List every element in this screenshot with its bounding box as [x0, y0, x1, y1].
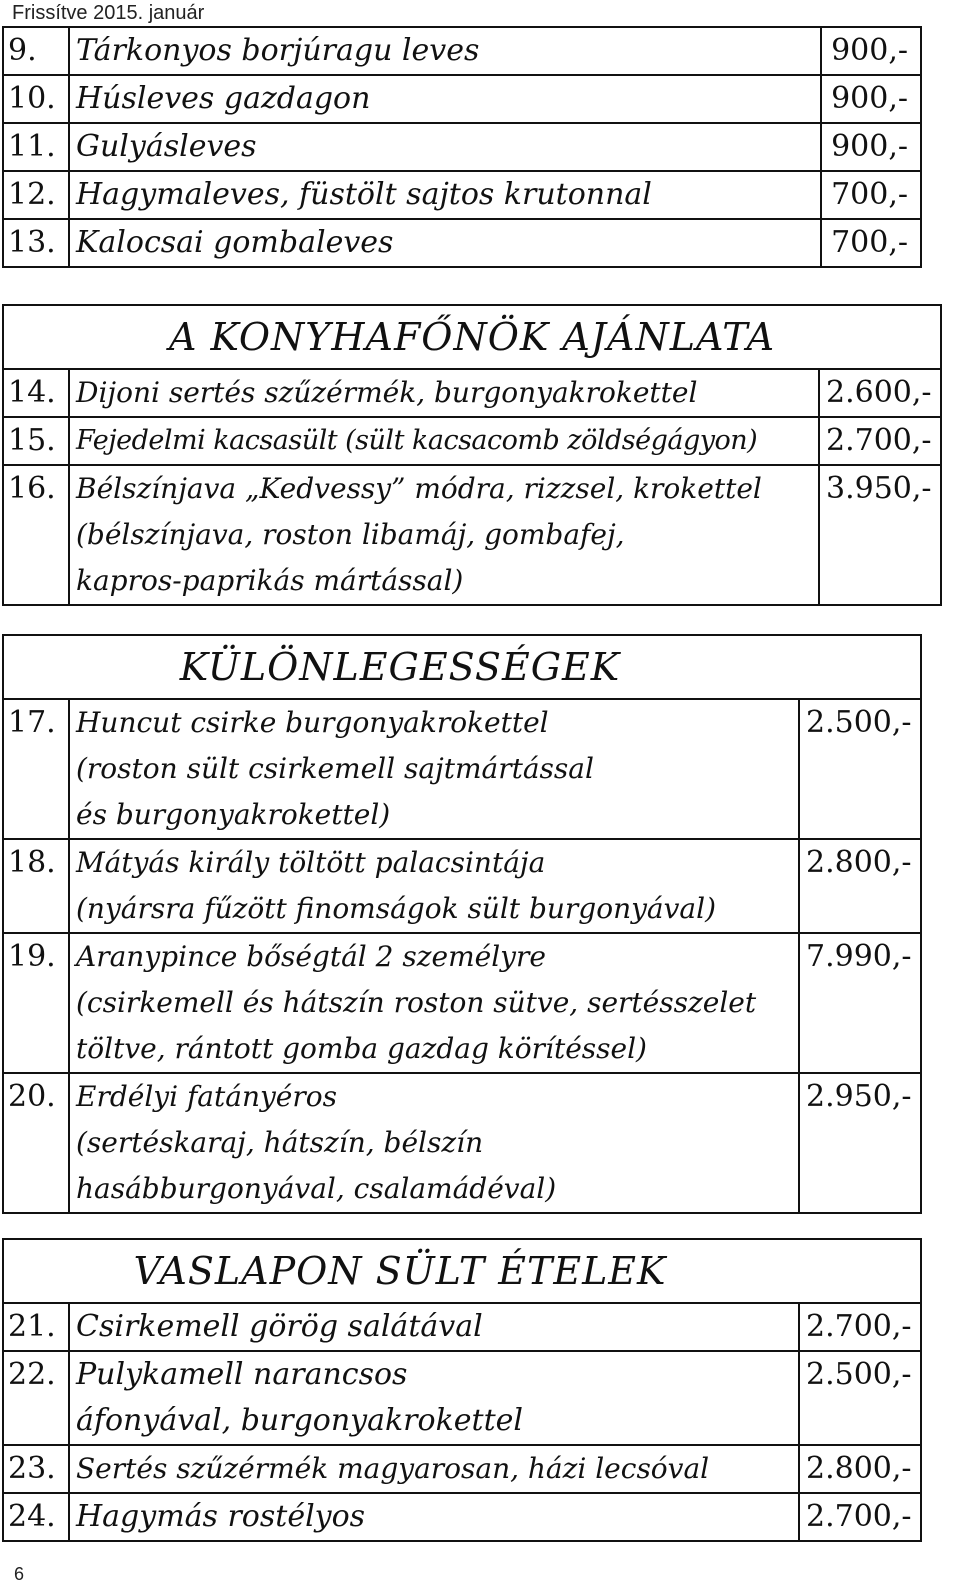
section-title: KÜLÖNLEGESSÉGEK [3, 635, 921, 699]
menu-row [3, 1351, 921, 1445]
item-price: 7.990,- [799, 933, 921, 1073]
griddle-dishes-table [2, 1238, 922, 1542]
section-heading-row [3, 305, 941, 369]
item-number: 19. [3, 933, 69, 1073]
menu-row [3, 369, 941, 417]
updated-note: Frissítve 2015. január [12, 2, 205, 24]
item-number: 21. [3, 1303, 69, 1351]
item-text [69, 1073, 799, 1213]
item-number: 10. [3, 75, 69, 123]
item-price: 2.700,- [799, 1493, 921, 1541]
item-text [69, 933, 799, 1073]
item-number: 11. [3, 123, 69, 171]
item-price: 2.500,- [799, 699, 921, 839]
item-name: Sertés szűzérmék magyarosan, házi lecsóval [69, 1445, 799, 1493]
item-number: 18. [3, 839, 69, 933]
menu-row [3, 27, 921, 75]
menu-row [3, 123, 921, 171]
item-price: 700,- [821, 219, 921, 267]
item-description: (sertéskaraj, hátszín, bélszín hasábburgonyával, csalamádéval) [76, 1126, 557, 1205]
item-price: 2.800,- [799, 1445, 921, 1493]
item-number: 20. [3, 1073, 69, 1213]
section-title: VASLAPON SÜLT ÉTELEK [3, 1239, 921, 1303]
item-price: 2.700,- [799, 1303, 921, 1351]
item-price: 900,- [821, 123, 921, 171]
item-name: Bélszínjava „Kedvessy” módra, rizzsel, krokettel [76, 472, 762, 505]
item-text [69, 699, 799, 839]
menu-row [3, 933, 921, 1073]
item-name: Dijoni sertés szűzérmék, burgonyakrokettel [69, 369, 819, 417]
item-name: Huncut csirke burgonyakrokettel [76, 706, 549, 739]
item-name: Kalocsai gombaleves [69, 219, 821, 267]
menu-row [3, 465, 941, 605]
item-price: 3.950,- [819, 465, 941, 605]
item-number: 12. [3, 171, 69, 219]
menu-row [3, 839, 921, 933]
menu-row [3, 1073, 921, 1213]
menu-row [3, 219, 921, 267]
item-price: 700,- [821, 171, 921, 219]
item-price: 2.950,- [799, 1073, 921, 1213]
item-name: Aranypince bőségtál 2 személyre [76, 940, 546, 973]
section-title: A KONYHAFŐNÖK AJÁNLATA [3, 305, 941, 369]
menu-row [3, 699, 921, 839]
specialties-table [2, 634, 922, 1214]
item-price: 2.700,- [819, 417, 941, 465]
item-name: Gulyásleves [69, 123, 821, 171]
item-price: 900,- [821, 27, 921, 75]
soups-table [2, 26, 922, 268]
item-price: 2.500,- [799, 1351, 921, 1445]
item-description: (nyársra fűzött finomságok sült burgonyával) [76, 892, 717, 925]
menu-row [3, 75, 921, 123]
item-price: 2.600,- [819, 369, 941, 417]
item-name: Húsleves gazdagon [69, 75, 821, 123]
item-number: 17. [3, 699, 69, 839]
item-number: 13. [3, 219, 69, 267]
item-number: 16. [3, 465, 69, 605]
item-number: 9. [3, 27, 69, 75]
menu-row [3, 417, 941, 465]
item-number: 22. [3, 1351, 69, 1445]
item-number: 24. [3, 1493, 69, 1541]
item-number: 23. [3, 1445, 69, 1493]
item-name: Fejedelmi kacsasült (sült kacsacomb zöldségágyon) [69, 417, 819, 465]
item-name: Hagymaleves, füstölt sajtos krutonnal [69, 171, 821, 219]
chef-recommendation-table [2, 304, 942, 606]
item-description: (bélszínjava, roston libamáj, gombafej, kapros-paprikás mártással) [76, 518, 625, 597]
section-heading-row [3, 635, 921, 699]
item-description: (roston sült csirkemell sajtmártással és burgonyakrokettel) [76, 752, 594, 831]
item-name: Csirkemell görög salátával [69, 1303, 799, 1351]
item-description: (csirkemell és hátszín roston sütve, sertésszelet töltve, rántott gomba gazdag körítéssel) [76, 986, 757, 1065]
menu-row [3, 1493, 921, 1541]
item-name: Tárkonyos borjúragu leves [69, 27, 821, 75]
item-name: Pulykamell narancsos áfonyával, burgonyakrokettel [69, 1351, 799, 1445]
section-heading-row [3, 1239, 921, 1303]
item-name: Hagymás rostélyos [69, 1493, 799, 1541]
page-number: 6 [14, 1564, 25, 1584]
item-price: 2.800,- [799, 839, 921, 933]
menu-row [3, 171, 921, 219]
item-name: Erdélyi fatányéros [76, 1080, 337, 1113]
item-number: 14. [3, 369, 69, 417]
item-text [69, 465, 819, 605]
item-text [69, 839, 799, 933]
item-name: Mátyás király töltött palacsintája [76, 846, 546, 879]
item-price: 900,- [821, 75, 921, 123]
menu-row [3, 1303, 921, 1351]
item-number: 15. [3, 417, 69, 465]
menu-row [3, 1445, 921, 1493]
